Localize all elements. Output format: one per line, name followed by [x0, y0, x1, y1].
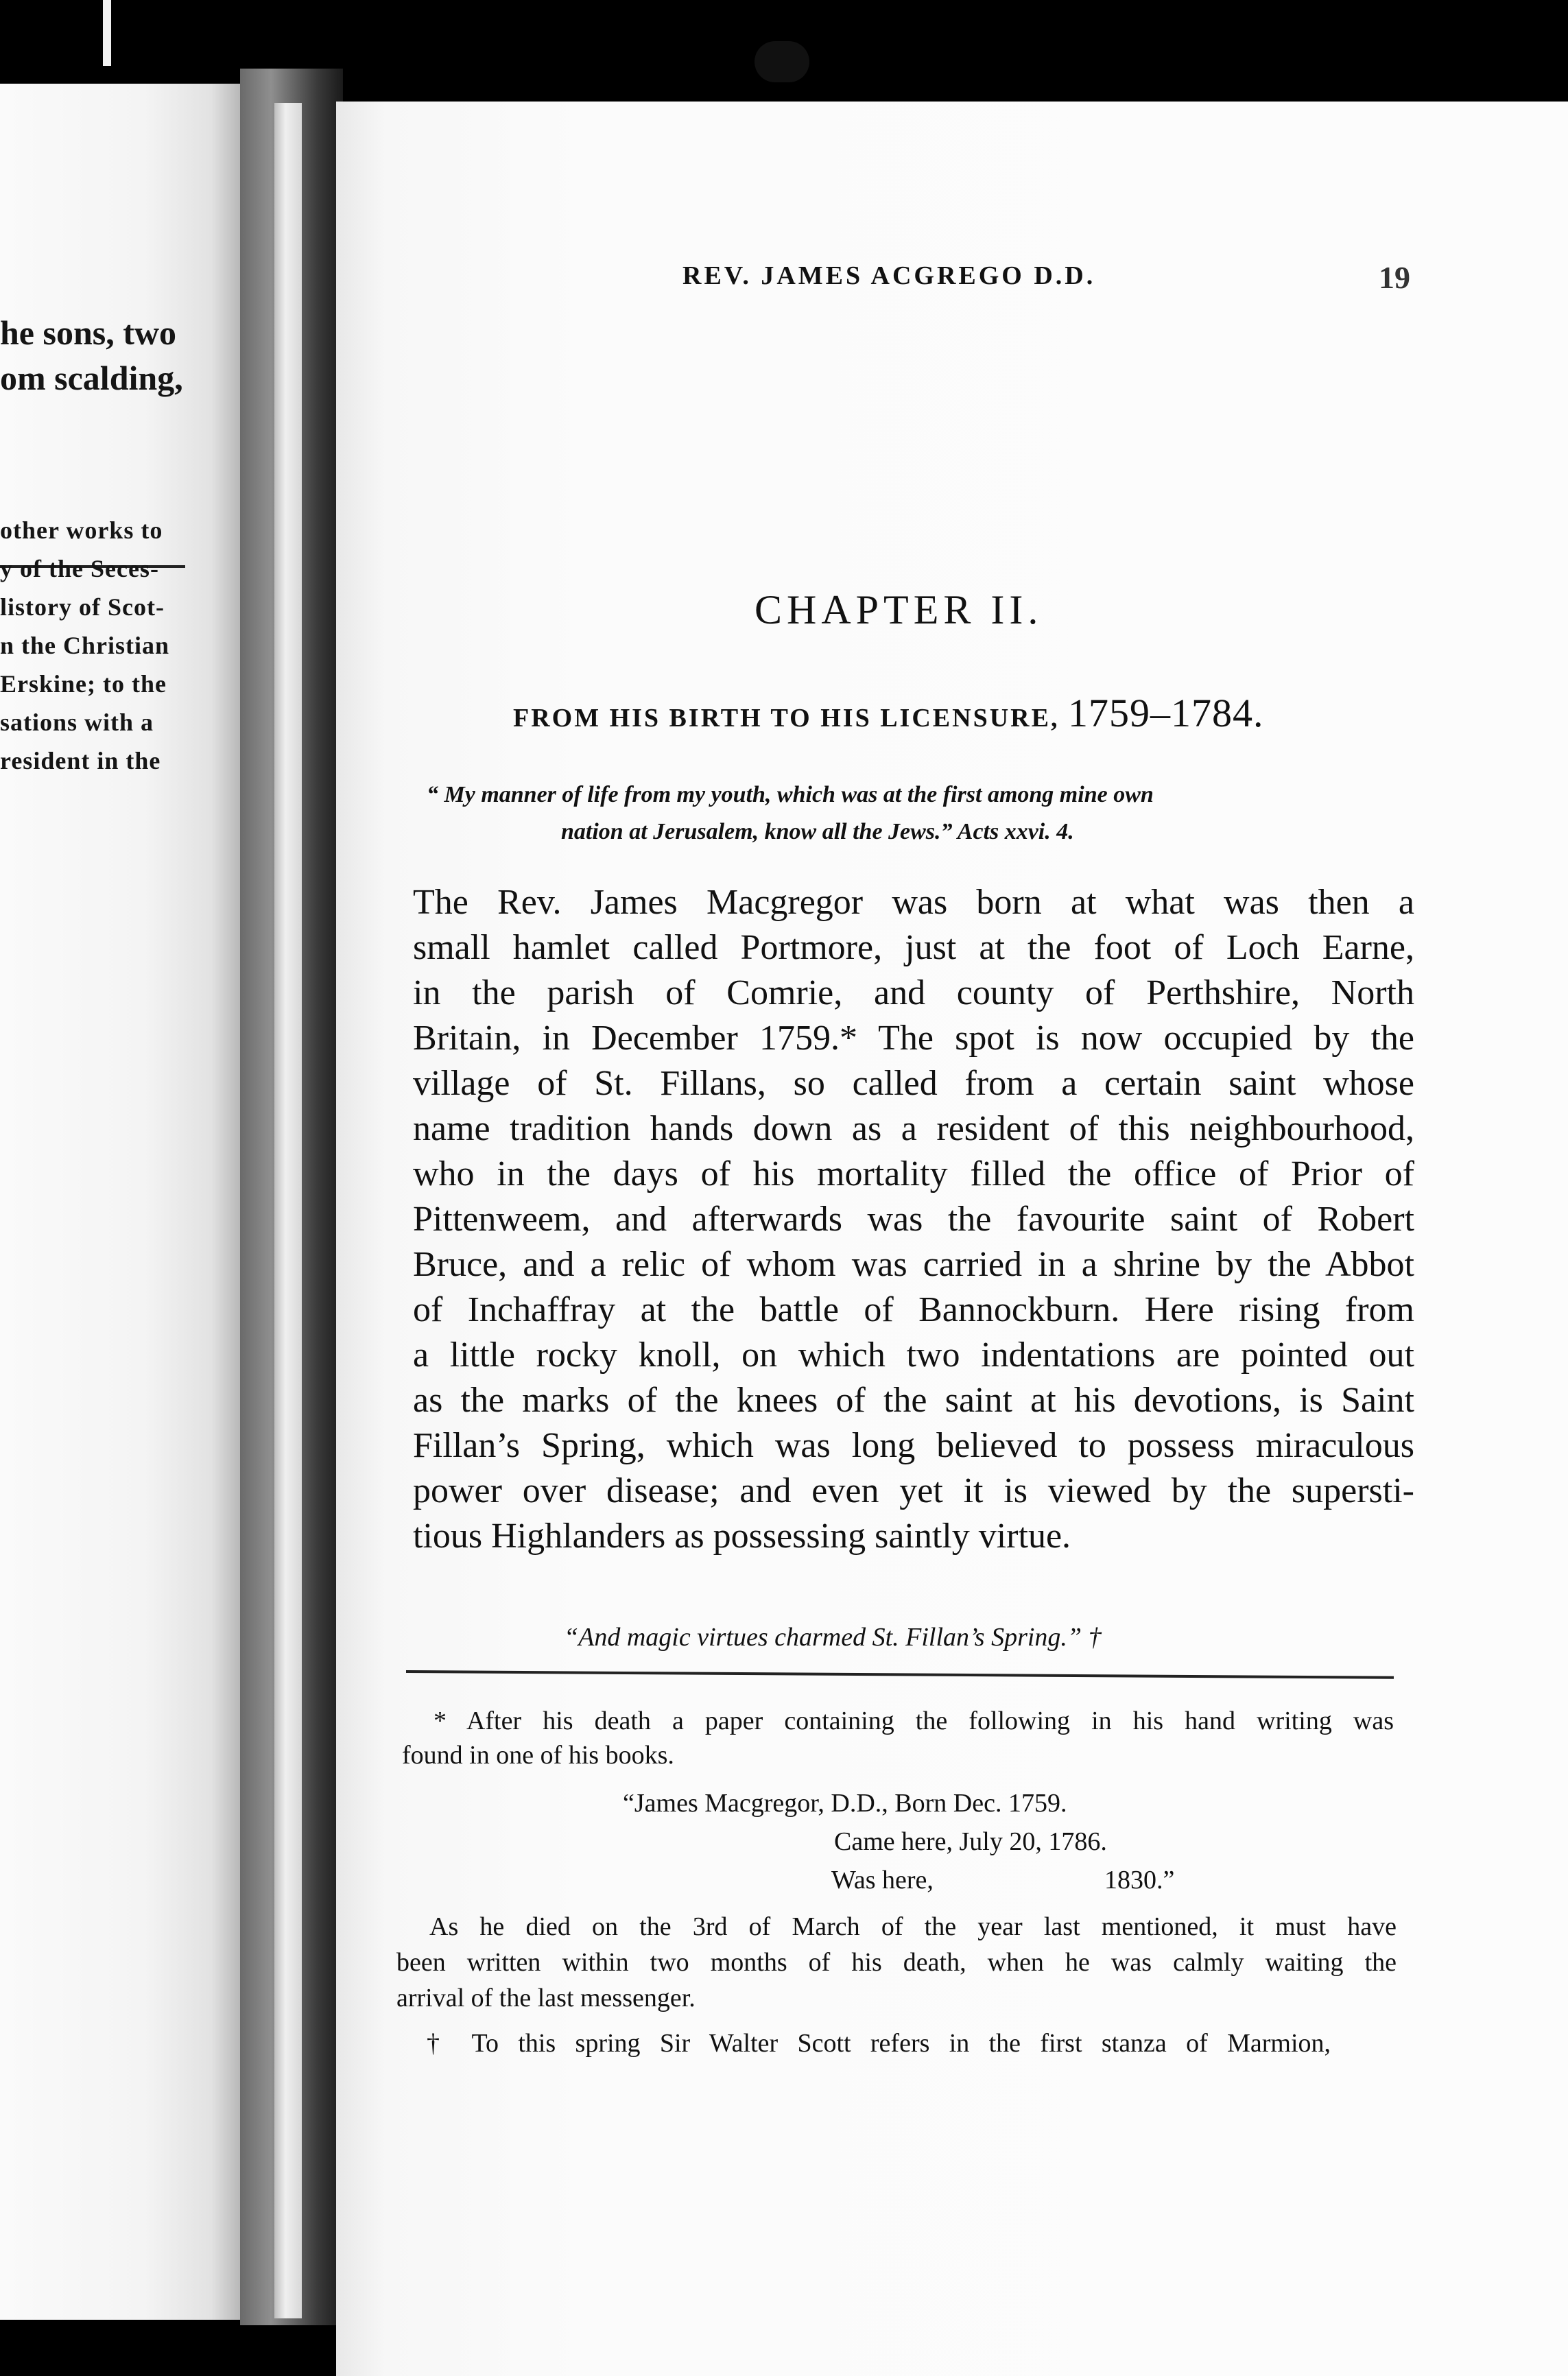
verse-quote: “And magic virtues charmed St. Fillan’s Spring.” †: [564, 1623, 1102, 1652]
left-page-line: sations with a: [0, 709, 154, 736]
left-page-line: other works to: [0, 516, 163, 544]
left-page-line: resident in the: [0, 747, 161, 774]
body-line: small hamlet called Portmore, just at the foot of Loch Earne,: [413, 928, 1414, 967]
body-line: power over disease; and even yet it is viewed by the supersti-: [413, 1471, 1414, 1510]
body-line: The Rev. James Macgregor was born at what was then a: [413, 883, 1414, 922]
body-line: a little rocky knoll, on which two indentations are pointed out: [413, 1335, 1414, 1375]
page-edge-highlight: [274, 103, 302, 2318]
page-number: 19: [1379, 260, 1410, 295]
chapter-heading: CHAPTER II.: [755, 587, 1043, 632]
left-page-line: n the Christian: [0, 632, 170, 659]
chapter-years: 1759–1784.: [1067, 691, 1264, 735]
left-page-line: listory of Scot-: [0, 593, 165, 621]
epigraph-line: nation at Jerusalem, know all the Jews.” Acts xxvi. 4.: [561, 819, 1074, 844]
body-line: Pittenweem, and afterwards was the favourite saint of Robert: [413, 1200, 1414, 1239]
scan-artifact: [755, 41, 809, 82]
left-page-line: Erskine; to the: [0, 670, 167, 698]
footnote-line: Was here,: [831, 1866, 934, 1894]
body-line: Fillan’s Spring, which was long believed to possess miraculous: [413, 1426, 1414, 1465]
footnote-line: Came here, July 20, 1786.: [834, 1827, 1107, 1856]
footnote-line: * After his death a paper containing the following in his hand writing was: [433, 1707, 1394, 1735]
chapter-subtitle-text: FROM HIS BIRTH TO HIS LICENSURE,: [513, 704, 1060, 733]
left-page-line: he sons, two: [0, 313, 176, 352]
footnote-line: † To this spring Sir Walter Scott refers in the first stanza of Marmion,: [427, 2029, 1331, 2058]
body-line: village of St. Fillans, so called from a certain saint whose: [413, 1064, 1414, 1103]
footnote-line: As he died on the 3rd of March of the year last mentioned, it must have: [429, 1912, 1397, 1941]
body-line: tious Highlanders as possessing saintly virtue.: [413, 1517, 1071, 1556]
body-line: who in the days of his mortality filled the office of Prior of: [413, 1154, 1414, 1193]
footnote-line: “James Macgregor, D.D., Born Dec. 1759.: [623, 1789, 1067, 1818]
chapter-subtitle: [513, 690, 1263, 736]
body-line: in the parish of Comrie, and county of Perthshire, North: [413, 973, 1414, 1012]
left-page-line: om scalding,: [0, 359, 183, 397]
body-line: Britain, in December 1759.* The spot is now occupied by the: [413, 1019, 1414, 1058]
footnote-line: found in one of his books.: [402, 1741, 674, 1770]
previous-page-fragment: [0, 84, 240, 2320]
footnote-line: 1830.”: [1104, 1866, 1175, 1894]
body-line: name tradition hands down as a resident of this neighbourhood,: [413, 1109, 1414, 1148]
body-line: as the marks of the knees of the saint at his devotions, is Saint: [413, 1381, 1414, 1420]
footnote-line: arrival of the last messenger.: [396, 1984, 696, 2012]
epigraph-line: “ My manner of life from my youth, which was at the first among mine own: [427, 782, 1154, 807]
running-head: REV. JAMES ACGREGO D.D.: [682, 261, 1096, 290]
footnote-line: been written within two months of his death, when he was calmly waiting the: [396, 1948, 1397, 1977]
left-page-line: y of the Seces-: [0, 555, 159, 582]
scan-edge-mark: [103, 0, 111, 66]
body-line: of Inchaffray at the battle of Bannockburn. Here rising from: [413, 1290, 1414, 1329]
body-line: Bruce, and a relic of whom was carried in a shrine by the Abbot: [413, 1245, 1414, 1284]
